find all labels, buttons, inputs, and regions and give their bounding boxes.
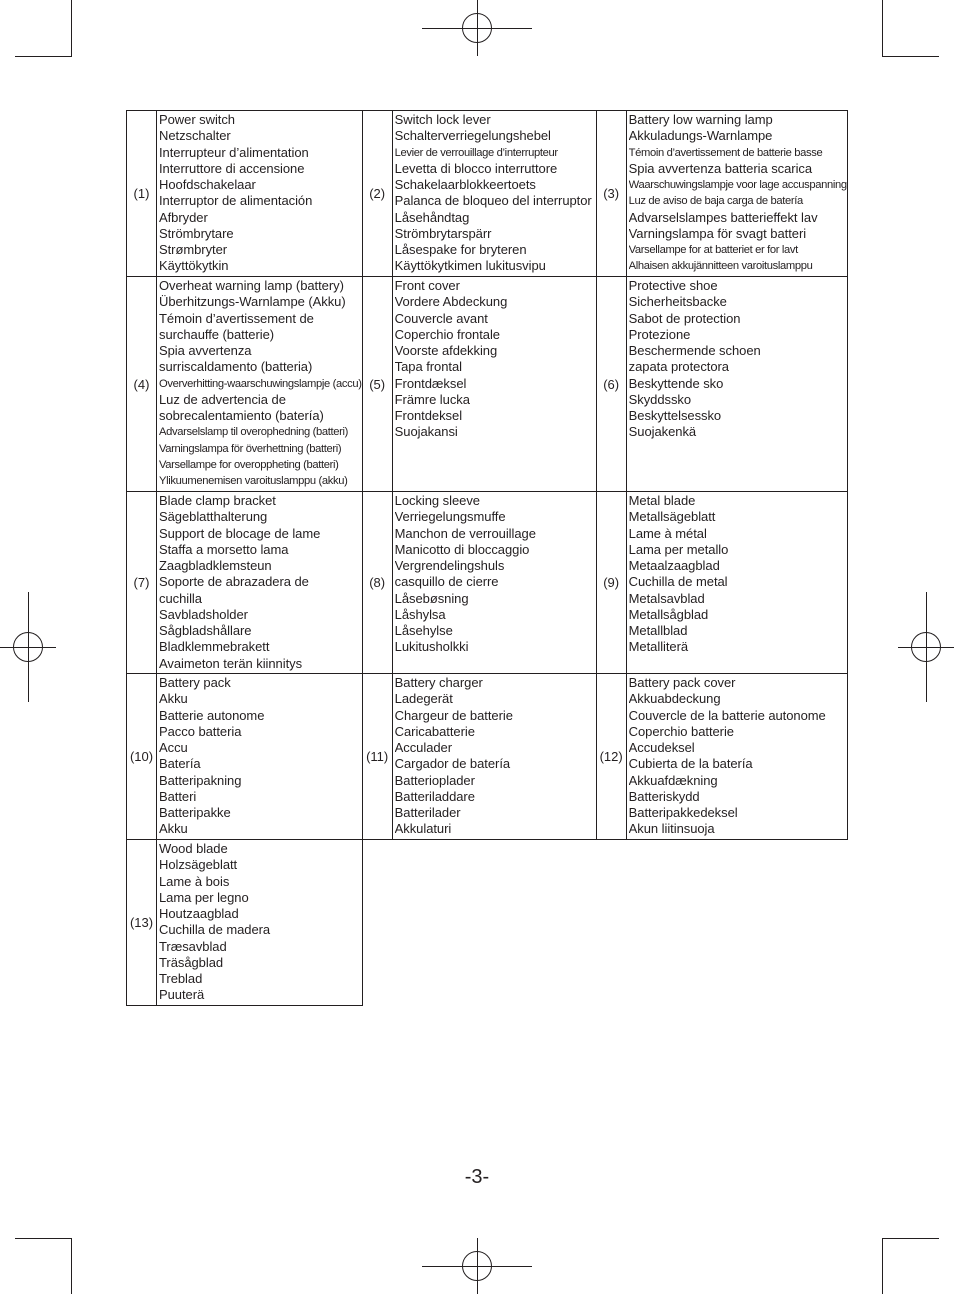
part-name-line: Beskyttelsessko [628, 408, 722, 423]
part-name-line: Metalliterä [628, 639, 689, 655]
part-name-line: Batterilader [394, 805, 461, 820]
part-name-line: Strömbrytare [159, 225, 234, 241]
part-name-line: Couvercle de la batterie autonome [628, 707, 826, 723]
part-names [157, 492, 363, 674]
part-name-line: Battery pack [159, 675, 231, 690]
part-name-line: Lukitusholkki [394, 639, 469, 655]
part-name-line: Coperchio batterie [628, 723, 734, 739]
part-name-line: Schalterverriegelungshebel [394, 128, 551, 144]
part-name-line: Låsehåndtag [394, 209, 470, 225]
part-name-line: surriscaldamento (batteria) [159, 359, 313, 375]
part-name-line: Metaalzaagblad [628, 558, 720, 573]
part-number: (13) [127, 840, 157, 1006]
table-row [127, 277, 848, 492]
part-name-line: Accu [159, 740, 188, 755]
part-name-line: Palanca de bloqueo del interruptor [394, 193, 592, 209]
part-name-line: Locking sleeve [394, 493, 480, 508]
part-name-line: Savbladsholder [159, 606, 248, 622]
part-name-line: Luz de aviso de baja carga de batería [628, 195, 803, 208]
table-row [127, 492, 848, 674]
part-name-line: Cargador de batería [394, 756, 511, 772]
empty-cell [362, 840, 847, 1006]
part-name-line: Puuterä [159, 987, 205, 1003]
part-number: (3) [596, 111, 626, 277]
part-name-line: Support de blocage de lame [159, 525, 321, 541]
part-number: (11) [362, 674, 392, 840]
part-name-line: casquillo de cierre [394, 574, 499, 590]
part-name-line: Låsebøsning [394, 590, 469, 606]
table-row [127, 840, 848, 1006]
part-name-line: Interrupteur d’alimentation [159, 144, 309, 160]
part-name-line: Lame à bois [159, 873, 230, 889]
part-name-line: Akkuabdeckung [628, 691, 721, 707]
part-name-line: Suojakenkä [628, 424, 697, 440]
part-number: (5) [362, 277, 392, 492]
part-name-line: Batteripakkedeksel [628, 805, 738, 820]
part-name-line: Batteripakning [159, 772, 242, 788]
part-name-line: Ylikuumenemisen varoituslamppu (akku) [159, 475, 348, 487]
part-name-line: Spia avvertenza batteria scarica [628, 160, 813, 176]
part-name-line: Akku [159, 821, 188, 837]
part-name-line: sobrecalentamiento (batería) [159, 408, 324, 423]
part-name-line: Lama per legno [159, 889, 249, 905]
part-name-line: Träsågblad [159, 954, 224, 970]
part-number: (10) [127, 674, 157, 840]
part-name-line: Zaagbladklemsteun [159, 558, 272, 573]
parts-table [126, 110, 848, 1006]
part-name-line: Acculader [394, 740, 453, 755]
part-name-line: Protezione [628, 326, 691, 342]
part-name-line: Battery pack cover [628, 675, 736, 690]
part-name-line: Afbryder [159, 209, 208, 225]
part-name-line: Voorste afdekking [394, 343, 498, 358]
part-name-line: Chargeur de batterie [394, 707, 513, 723]
part-name-line: Levetta di blocco interruttore [394, 160, 558, 176]
part-number: (9) [596, 492, 626, 674]
part-number: (7) [127, 492, 157, 674]
part-name-line: Tapa frontal [394, 359, 462, 375]
part-name-line: Blade clamp bracket [159, 493, 276, 508]
part-name-line: Sicherheitsbacke [628, 294, 727, 310]
part-name-line: Låsespake for bryteren [394, 242, 527, 257]
part-name-line: Spia avvertenza [159, 343, 252, 358]
part-name-line: Netzschalter [159, 128, 231, 144]
part-name-line: surchauffe (batterie) [159, 326, 275, 342]
part-name-line: Akun liitinsuoja [628, 821, 715, 837]
part-name-line: Batteriladdare [394, 788, 475, 804]
part-name-line: Batterie autonome [159, 707, 265, 723]
part-name-line: Staffa a morsetto lama [159, 541, 289, 557]
part-name-line: Batteri [159, 788, 197, 804]
part-name-line: Låsehylse [394, 623, 453, 638]
part-name-line: Batterioplader [394, 772, 475, 788]
part-name-line: Battery low warning lamp [628, 112, 773, 127]
part-name-line: Vordere Abdeckung [394, 294, 508, 310]
part-name-line: Sägeblatthalterung [159, 509, 268, 525]
table-row [127, 111, 848, 277]
part-name-line: Houtzaagblad [159, 906, 239, 921]
part-name-line: Batteripakke [159, 805, 231, 820]
part-names [626, 277, 847, 492]
part-name-line: Advarselslampes batterieffekt lav [628, 209, 818, 225]
part-name-line: Batería [159, 756, 201, 772]
part-names [157, 277, 363, 492]
part-name-line: Oververhitting-waarschuwingslampje (accu) [159, 377, 362, 390]
part-name-line: Käyttökytkimen lukitusvipu [394, 258, 546, 274]
part-name-line: Akkuafdækning [628, 772, 718, 788]
part-name-line: Akku [159, 691, 188, 707]
part-number: (12) [596, 674, 626, 840]
part-name-line: Caricabatterie [394, 723, 475, 739]
part-name-line: Advarselslamp til overophedning (batteri) [159, 426, 348, 439]
part-name-line: Coperchio frontale [394, 326, 500, 342]
part-name-line: Batteriskydd [628, 788, 700, 804]
part-name-line: Lama per metallo [628, 541, 729, 557]
part-names [392, 111, 596, 277]
part-name-line: Témoin d’avertissement de batterie basse [628, 146, 823, 159]
part-name-line: Strömbrytarspärr [394, 225, 492, 241]
part-names [157, 840, 363, 1006]
part-name-line: cuchilla [159, 590, 202, 606]
part-name-line: Protective shoe [628, 278, 718, 293]
part-name-line: Suojakansi [394, 424, 458, 440]
part-name-line: Træsavblad [159, 938, 227, 954]
part-name-line: Luz de advertencia de [159, 391, 286, 407]
part-number: (4) [127, 277, 157, 492]
part-name-line: Varningslampa för överhettning (batteri) [159, 442, 342, 455]
part-number: (8) [362, 492, 392, 674]
part-name-line: Interruptor de alimentación [159, 193, 313, 209]
part-name-line: Frontdæksel [394, 375, 467, 391]
part-name-line: Frontdeksel [394, 408, 463, 423]
part-name-line: Accudeksel [628, 740, 695, 755]
part-names [626, 111, 847, 277]
part-name-line: Metallblad [628, 623, 688, 638]
part-name-line: Sågbladshållare [159, 623, 252, 638]
part-name-line: Varsellampe for at batteriet er for lavt [628, 244, 798, 256]
part-name-line: Beschermende schoen [628, 343, 761, 358]
part-name-line: Beskyttende sko [628, 375, 724, 391]
part-name-line: Verriegelungsmuffe [394, 509, 506, 525]
part-name-line: Holzsägeblatt [159, 857, 238, 873]
part-name-line: Témoin d’avertissement de [159, 310, 314, 326]
part-name-line: Overheat warning lamp (battery) [159, 278, 344, 293]
part-name-line: Cuchilla de metal [628, 574, 728, 590]
part-name-line: Power switch [159, 112, 235, 127]
part-name-line: Vergrendelingshuls [394, 558, 505, 573]
part-name-line: Alhaisen akkujännitteen varoituslamppu [628, 260, 813, 273]
part-names [392, 674, 596, 840]
part-name-line: Soporte de abrazadera de [159, 574, 309, 590]
part-name-line: Metallsågblad [628, 606, 709, 622]
part-name-line: zapata protectora [628, 359, 729, 375]
part-name-line: Käyttökytkin [159, 258, 229, 274]
part-name-line: Switch lock lever [394, 112, 491, 127]
part-name-line: Cuchilla de madera [159, 922, 271, 938]
part-name-line: Ladegerät [394, 691, 453, 707]
part-name-line: Akkuladungs-Warnlampe [628, 128, 773, 144]
part-name-line: Manicotto di bloccaggio [394, 541, 530, 557]
part-name-line: Bladklemmebrakett [159, 639, 270, 655]
part-name-line: Skyddssko [628, 391, 692, 407]
part-name-line: Front cover [394, 278, 460, 293]
part-name-line: Schakelaarblokkeertoets [394, 177, 536, 192]
part-name-line: Levier de verrouillage d’interrupteur [394, 146, 558, 159]
part-names [392, 277, 596, 492]
part-name-line: Sabot de protection [628, 310, 741, 326]
part-number: (6) [596, 277, 626, 492]
part-number: (2) [362, 111, 392, 277]
part-names [626, 674, 847, 840]
part-name-line: Varsellampe for overoppheting (batteri) [159, 458, 339, 471]
part-names [392, 492, 596, 674]
part-name-line: Metallsägeblatt [628, 509, 716, 525]
part-name-line: Interruttore di accensione [159, 160, 305, 176]
part-name-line: Främre lucka [394, 391, 470, 407]
part-name-line: Lame à métal [628, 525, 707, 541]
part-name-line: Treblad [159, 971, 203, 986]
part-name-line: Hoofdschakelaar [159, 177, 256, 192]
part-names [157, 111, 363, 277]
part-names [157, 674, 363, 840]
page-number: -3- [464, 1166, 490, 1188]
part-name-line: Battery charger [394, 675, 483, 690]
part-name-line: Pacco batteria [159, 723, 242, 739]
part-name-line: Wood blade [159, 841, 228, 856]
part-name-line: Waarschuwingslampje voor lage accuspanning [628, 179, 847, 191]
part-name-line: Überhitzungs-Warnlampe (Akku) [159, 294, 346, 310]
part-name-line: Avaimeton terän kiinnitys [159, 655, 303, 671]
part-name-line: Varningslampa för svagt batteri [628, 225, 807, 241]
table-row [127, 674, 848, 840]
part-name-line: Metal blade [628, 493, 696, 508]
part-name-line: Låshylsa [394, 606, 446, 622]
part-name-line: Manchon de verrouillage [394, 525, 536, 541]
part-names [626, 492, 847, 674]
part-number: (1) [127, 111, 157, 277]
part-name-line: Cubierta de la batería [628, 756, 753, 772]
part-name-line: Strømbryter [159, 242, 228, 257]
part-name-line: Metalsavblad [628, 590, 705, 606]
part-name-line: Akkulaturi [394, 821, 452, 837]
part-name-line: Couvercle avant [394, 310, 488, 326]
